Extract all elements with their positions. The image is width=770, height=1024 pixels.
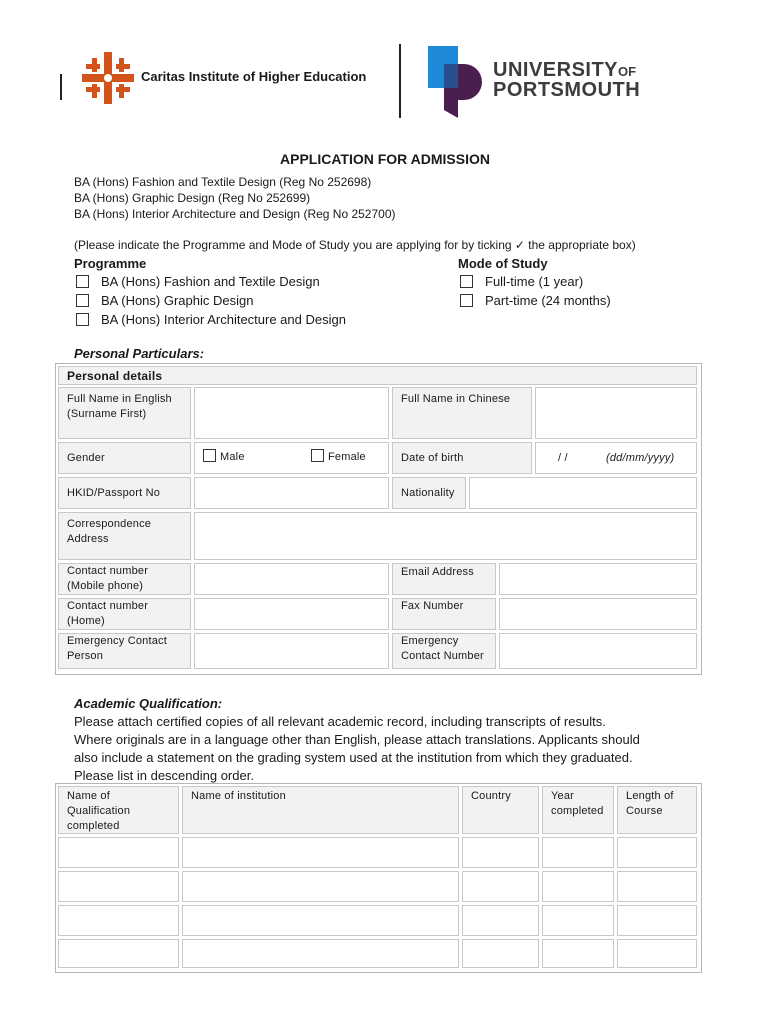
dob-input[interactable] <box>535 442 697 474</box>
column-header-qualification: Name of Qualification completed <box>58 786 179 834</box>
length-input[interactable] <box>617 837 697 868</box>
column-header-institution: Name of institution <box>182 786 459 834</box>
qualification-input[interactable] <box>58 837 179 868</box>
year-input[interactable] <box>542 837 614 868</box>
country-input[interactable] <box>462 905 539 936</box>
university-name-line1: UNIVERSITYOF <box>493 59 637 81</box>
country-input[interactable] <box>462 939 539 968</box>
nationality-input[interactable] <box>469 477 697 509</box>
gender-male-option[interactable] <box>203 451 245 463</box>
mode-option-parttime[interactable] <box>460 293 611 308</box>
mode-heading: Mode of Study <box>458 256 548 271</box>
label-full-name-cn: Full Name in Chinese <box>392 387 532 439</box>
option-label: Female <box>328 451 366 463</box>
programme-option-fashion[interactable] <box>76 274 320 289</box>
label-dob: Date of birth <box>392 442 532 474</box>
option-label: Male <box>220 451 245 463</box>
caritas-logo-icon <box>80 50 136 106</box>
column-header-length: Length of Course <box>617 786 697 834</box>
page-title: APPLICATION FOR ADMISSION <box>280 151 490 167</box>
option-label: BA (Hons) Fashion and Textile Design <box>101 274 320 289</box>
programme-option-interior[interactable] <box>76 312 346 327</box>
programme-option-graphic[interactable] <box>76 293 253 308</box>
checkbox[interactable] <box>311 449 324 462</box>
year-input[interactable] <box>542 905 614 936</box>
country-input[interactable] <box>462 837 539 868</box>
label-emergency-number: Emergency Contact Number <box>392 633 496 669</box>
mobile-input[interactable] <box>194 563 389 595</box>
qualification-input[interactable] <box>58 871 179 902</box>
full-name-cn-input[interactable] <box>535 387 697 439</box>
home-phone-input[interactable] <box>194 598 389 630</box>
personal-details-table <box>55 363 702 675</box>
header-divider-right <box>399 44 401 118</box>
instruction-line: Please attach certified copies of all relevant academic record, including transcripts of results. <box>74 714 606 729</box>
country-input[interactable] <box>462 871 539 902</box>
option-label: BA (Hons) Graphic Design <box>101 293 254 308</box>
academic-instructions <box>74 713 704 785</box>
label-fax: Fax Number <box>392 598 496 630</box>
dob-format-hint: (dd/mm/yyyy) <box>606 452 675 464</box>
column-header-country: Country <box>462 786 539 834</box>
label-email: Email Address <box>392 563 496 595</box>
option-label: Part-time (24 months) <box>485 293 611 308</box>
label-mobile: Contact number (Mobile phone) <box>58 563 191 595</box>
label-home-phone: Contact number (Home) <box>58 598 191 630</box>
table-title: Personal details <box>58 366 697 385</box>
option-label: BA (Hons) Interior Architecture and Design <box>101 312 346 327</box>
label-nationality: Nationality <box>392 477 466 509</box>
personal-section-title: Personal Particulars: <box>74 346 205 361</box>
length-input[interactable] <box>617 905 697 936</box>
emergency-number-input[interactable] <box>499 633 697 669</box>
institution-input[interactable] <box>182 871 459 902</box>
year-input[interactable] <box>542 871 614 902</box>
programme-list-item: BA (Hons) Graphic Design (Reg No 252699) <box>74 191 311 205</box>
programme-list-item: BA (Hons) Interior Architecture and Design (Reg No 252700) <box>74 207 396 221</box>
institution-input[interactable] <box>182 905 459 936</box>
year-input[interactable] <box>542 939 614 968</box>
instruction-line: also include a statement on the grading system used at the institution from which they graduated. <box>74 750 633 765</box>
gender-options <box>194 442 389 474</box>
label-hkid: HKID/Passport No <box>58 477 191 509</box>
academic-table <box>55 783 702 973</box>
qualification-input[interactable] <box>58 939 179 968</box>
address-input[interactable] <box>194 512 697 560</box>
label-address: Correspondence Address <box>58 512 191 560</box>
checkbox[interactable] <box>76 275 89 288</box>
header-divider-left <box>60 74 62 100</box>
dob-separators: / / <box>558 452 568 464</box>
programme-heading: Programme <box>74 256 147 271</box>
instruction-line: Where originals are in a language other than English, please attach translations. Applicants should <box>74 732 640 747</box>
university-name-line2: PORTSMOUTH <box>493 79 641 101</box>
programme-list-item: BA (Hons) Fashion and Textile Design (Reg No 252698) <box>74 175 372 189</box>
checkbox[interactable] <box>76 313 89 326</box>
label-full-name-en: Full Name in English (Surname First) <box>58 387 191 439</box>
institution-input[interactable] <box>182 939 459 968</box>
institution-input[interactable] <box>182 837 459 868</box>
option-label: Full-time (1 year) <box>485 274 584 289</box>
length-input[interactable] <box>617 871 697 902</box>
email-input[interactable] <box>499 563 697 595</box>
emergency-person-input[interactable] <box>194 633 389 669</box>
length-input[interactable] <box>617 939 697 968</box>
checkbox[interactable] <box>76 294 89 307</box>
mode-option-fulltime[interactable] <box>460 274 583 289</box>
instruction-line: Please list in descending order. <box>74 768 254 783</box>
ticking-instruction: (Please indicate the Programme and Mode of Study you are applying for by ticking ✓ the appropriate box) <box>74 238 636 252</box>
hkid-input[interactable] <box>194 477 389 509</box>
academic-section-title: Academic Qualification: <box>74 696 223 711</box>
fax-input[interactable] <box>499 598 697 630</box>
column-header-year: Year completed <box>542 786 614 834</box>
checkbox[interactable] <box>203 449 216 462</box>
university-logo-icon <box>424 44 486 120</box>
label-gender: Gender <box>58 442 191 474</box>
checkbox[interactable] <box>460 294 473 307</box>
institute-name: Caritas Institute of Higher Education <box>141 69 367 84</box>
checkbox[interactable] <box>460 275 473 288</box>
full-name-en-input[interactable] <box>194 387 389 439</box>
label-emergency-person: Emergency Contact Person <box>58 633 191 669</box>
gender-female-option[interactable] <box>311 449 366 465</box>
qualification-input[interactable] <box>58 905 179 936</box>
